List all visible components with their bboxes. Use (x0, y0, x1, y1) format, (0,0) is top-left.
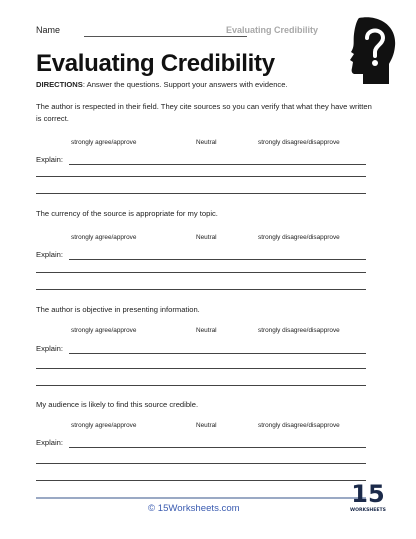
scale-disagree[interactable]: strongly disagree/disapprove (258, 327, 340, 334)
question-2: The currency of the source is appropriate for my topic. (36, 209, 218, 218)
scale-disagree[interactable]: strongly disagree/disapprove (258, 422, 340, 429)
scale-disagree[interactable]: strongly disagree/disapprove (258, 234, 340, 241)
answer-line[interactable] (36, 289, 366, 290)
question-1: The author is respected in their field. They cite sources so you can verify that what they have written is correct. (36, 102, 372, 123)
scale-disagree[interactable]: strongly disagree/disapprove (258, 139, 340, 146)
explain-line[interactable] (69, 164, 366, 165)
answer-line[interactable] (36, 272, 366, 273)
name-row (36, 25, 336, 39)
directions-label: DIRECTIONS (36, 80, 83, 89)
explain-row-2[interactable] (36, 250, 366, 262)
head-question-icon (349, 16, 397, 86)
directions-text: : Answer the questions. Support your answers with evidence. (82, 80, 288, 89)
question-4: My audience is likely to find this source credible. (36, 400, 199, 409)
explain-label: Explain: (36, 250, 64, 259)
answer-line[interactable] (36, 176, 366, 177)
explain-row-3[interactable] (36, 344, 366, 356)
rating-scale-1 (36, 139, 376, 149)
answer-line[interactable] (36, 193, 366, 194)
rating-scale-3 (36, 327, 376, 337)
scale-neutral[interactable]: Neutral (196, 139, 217, 146)
logo-number: 15 (351, 480, 385, 508)
question-3: The author is objective in presenting information. (36, 305, 200, 314)
scale-agree[interactable]: strongly agree/approve (71, 139, 137, 146)
answer-line[interactable] (36, 463, 366, 464)
page-title: Evaluating Credibility (36, 50, 275, 77)
explain-row-4[interactable] (36, 438, 366, 450)
explain-line[interactable] (69, 353, 366, 354)
scale-neutral[interactable]: Neutral (196, 234, 217, 241)
answer-line[interactable] (36, 480, 366, 481)
explain-line[interactable] (69, 259, 366, 260)
directions (36, 80, 346, 90)
scale-agree[interactable]: strongly agree/approve (71, 422, 137, 429)
explain-label: Explain: (36, 438, 64, 447)
rating-scale-4 (36, 422, 376, 432)
explain-label: Explain: (36, 344, 64, 353)
name-label: Name (36, 25, 61, 35)
explain-label: Explain: (36, 155, 64, 164)
footer-copyright-link[interactable]: © 15Worksheets.com (148, 503, 240, 514)
scale-agree[interactable]: strongly agree/approve (71, 234, 137, 241)
logo-word: WORKSHEETS (350, 508, 386, 513)
scale-agree[interactable]: strongly agree/approve (71, 327, 137, 334)
footer-divider (36, 497, 366, 499)
explain-row-1[interactable] (36, 155, 366, 167)
name-field-line[interactable] (84, 36, 247, 37)
explain-line[interactable] (69, 447, 366, 448)
answer-line[interactable] (36, 385, 366, 386)
worksheets-logo-icon (352, 476, 384, 516)
scale-neutral[interactable]: Neutral (196, 327, 217, 334)
worksheet-tag: Evaluating Credibility (226, 25, 319, 35)
rating-scale-2 (36, 234, 376, 244)
scale-neutral[interactable]: Neutral (196, 422, 217, 429)
answer-line[interactable] (36, 368, 366, 369)
